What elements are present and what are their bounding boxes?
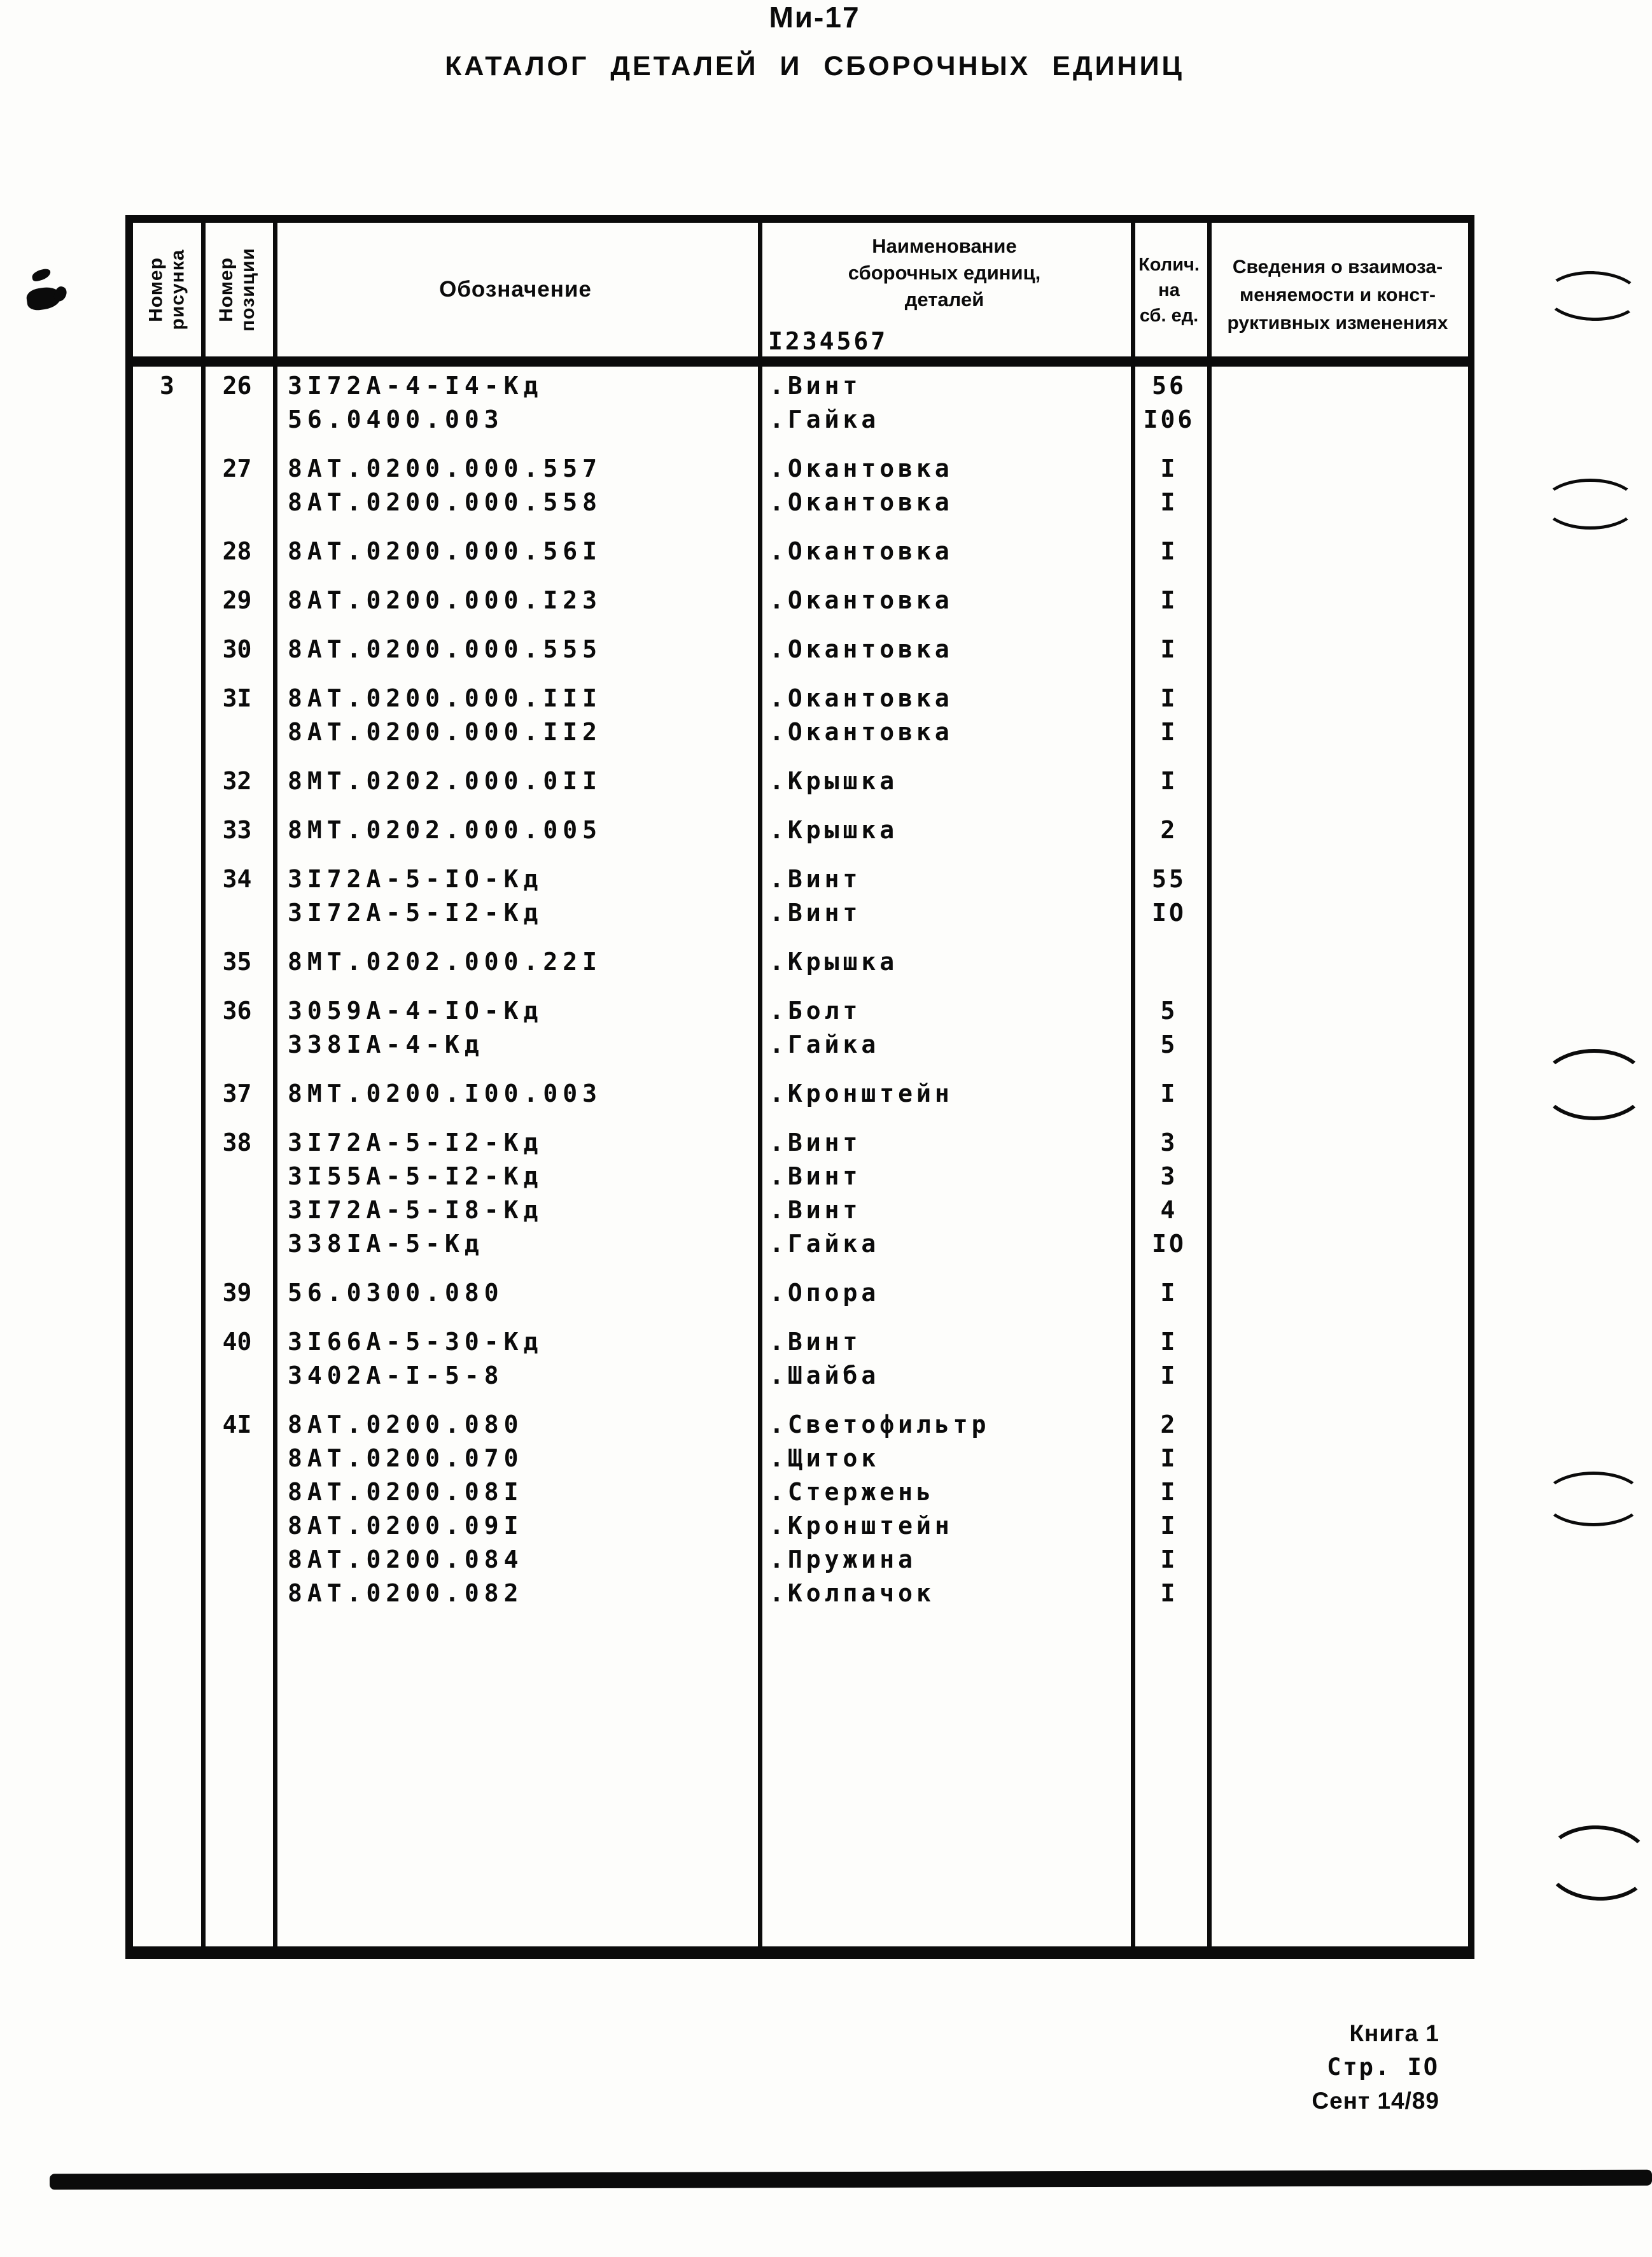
position-group: [133, 862, 1468, 930]
quantity-cell: 3: [1160, 1128, 1178, 1157]
position-number-cell: 40: [222, 1328, 252, 1356]
part-name-cell: .Крышка: [769, 816, 899, 844]
part-name-cell: .Шайба: [769, 1361, 880, 1389]
table-row: [133, 1509, 1468, 1543]
designation-cell: 56.0300.080: [288, 1279, 504, 1307]
table-row: [133, 403, 1468, 437]
designation-cell: 8АТ.0200.000.III: [288, 684, 603, 712]
part-name-cell: .Окантовка: [769, 718, 953, 746]
quantity-cell: 5: [1160, 997, 1178, 1025]
designation-cell: 3I66А-5-30-Кд: [288, 1328, 543, 1356]
designation-cell: 3402А-I-5-8: [288, 1361, 504, 1389]
table-row: [133, 584, 1468, 617]
table-row: [133, 535, 1468, 568]
quantity-cell: IO: [1152, 1230, 1186, 1258]
position-number-cell: 33: [222, 816, 252, 844]
quantity-cell: 3: [1160, 1162, 1178, 1190]
designation-cell: 8АТ.0200.09I: [288, 1512, 524, 1540]
table-row: [133, 1543, 1468, 1577]
quantity-cell: I: [1160, 488, 1178, 516]
position-group: [133, 1077, 1468, 1111]
part-name-cell: .Опора: [769, 1279, 880, 1307]
part-name-cell: .Окантовка: [769, 454, 953, 482]
column-header-designation: [273, 223, 758, 356]
header-line: Колич.: [1138, 255, 1200, 275]
quantity-cell: I: [1160, 1279, 1178, 1307]
table-row: [133, 862, 1468, 896]
designation-cell: 3059А-4-IO-Кд: [288, 997, 543, 1025]
table-row: [133, 1193, 1468, 1227]
name-column-code: I234567: [768, 327, 888, 355]
part-name-cell: .Болт: [769, 997, 862, 1025]
designation-cell: 3I72А-5-IO-Кд: [288, 865, 543, 893]
table-row: [133, 452, 1468, 486]
designation-cell: 338IА-5-Кд: [288, 1230, 484, 1258]
column-header-figure-number: [133, 223, 201, 356]
position-number-cell: 26: [222, 372, 252, 400]
table-row: [133, 369, 1468, 403]
position-number-cell: 34: [222, 865, 252, 893]
position-group: [133, 994, 1468, 1062]
ink-blot-artifact: [53, 285, 69, 303]
part-name-cell: .Пружина: [769, 1545, 917, 1573]
table-row: [133, 1442, 1468, 1475]
part-name-cell: .Винт: [769, 865, 862, 893]
part-name-cell: .Винт: [769, 372, 862, 400]
table-row: [133, 1126, 1468, 1160]
header-line: сб. ед.: [1139, 306, 1199, 326]
header-line: позиции: [237, 248, 258, 332]
designation-cell: 3I72А-5-I2-Кд: [288, 1128, 543, 1157]
position-number-cell: 37: [222, 1079, 252, 1107]
table-row: [133, 1359, 1468, 1393]
table-row: [133, 1160, 1468, 1193]
part-name-cell: .Крышка: [769, 948, 899, 976]
table-row: [133, 1475, 1468, 1509]
quantity-cell: 2: [1160, 816, 1178, 844]
position-group: [133, 1276, 1468, 1310]
designation-cell: 8АТ.0200.080: [288, 1410, 524, 1438]
designation-cell: 338IА-4-Кд: [288, 1030, 484, 1058]
designation-cell: 8МТ.0200.I00.003: [288, 1079, 603, 1107]
table-row: [133, 994, 1468, 1028]
part-name-cell: .Винт: [769, 899, 862, 927]
quantity-cell: 55: [1152, 865, 1186, 893]
part-name-cell: .Винт: [769, 1328, 862, 1356]
quantity-cell: I: [1160, 454, 1178, 482]
binder-ring-artifact: [1544, 269, 1642, 322]
quantity-cell: 2: [1160, 1410, 1178, 1438]
aircraft-model-title: Ми-17: [769, 1, 860, 34]
part-name-cell: .Щиток: [769, 1444, 880, 1472]
part-name-cell: .Кронштейн: [769, 1512, 953, 1540]
quantity-cell: I: [1160, 684, 1178, 712]
position-group: [133, 535, 1468, 568]
part-name-cell: .Окантовка: [769, 586, 953, 614]
quantity-cell: I: [1160, 537, 1178, 565]
designation-cell: 8МТ.0202.000.0II: [288, 767, 603, 795]
part-name-cell: .Стержень: [769, 1478, 935, 1506]
header-line: деталей: [904, 288, 984, 311]
quantity-cell: I: [1160, 1579, 1178, 1607]
quantity-cell: I: [1160, 1079, 1178, 1107]
table-row: [133, 764, 1468, 798]
part-name-cell: .Гайка: [769, 405, 880, 433]
designation-cell: 8АТ.0200.000.557: [288, 454, 603, 482]
book-number: Книга 1: [1349, 2020, 1439, 2046]
designation-cell: 3I72А-5-I8-Кд: [288, 1196, 543, 1224]
quantity-cell: I: [1160, 1328, 1178, 1356]
page-number: Стр. IO: [1327, 2053, 1439, 2081]
table-body: [133, 367, 1468, 1626]
position-group: [133, 452, 1468, 519]
position-number-cell: 32: [222, 767, 252, 795]
quantity-cell: IO: [1152, 899, 1186, 927]
part-name-cell: .Окантовка: [769, 537, 953, 565]
designation-cell: 56.0400.003: [288, 405, 504, 433]
quantity-cell: 56: [1152, 372, 1186, 400]
binder-ring-artifact: [1542, 1823, 1652, 1904]
quantity-cell: 4: [1160, 1196, 1178, 1224]
designation-cell: 8АТ.0200.000.555: [288, 635, 603, 663]
header-line: рисунка: [167, 249, 188, 330]
parts-table: [125, 215, 1474, 1959]
bottom-rule: [50, 2170, 1652, 2190]
ink-blot-artifact: [31, 268, 52, 283]
table-row: [133, 1408, 1468, 1442]
table-row: [133, 1028, 1468, 1062]
designation-cell: 8АТ.0200.000.II2: [288, 718, 603, 746]
table-row: [133, 813, 1468, 847]
header-line: на: [1158, 280, 1180, 300]
catalog-title: КАТАЛОГ ДЕТАЛЕЙ И СБОРОЧНЫХ ЕДИНИЦ: [445, 51, 1184, 81]
header-line: Наименование: [872, 235, 1017, 257]
designation-cell: 8АТ.0200.08I: [288, 1478, 524, 1506]
figure-number-cell: 3: [160, 372, 174, 400]
table-row: [133, 1276, 1468, 1310]
table-row: [133, 1077, 1468, 1111]
column-header-label: [146, 250, 189, 330]
table-row: [133, 682, 1468, 715]
quantity-cell: I06: [1143, 405, 1195, 433]
position-number-cell: 30: [222, 635, 252, 663]
table-row: [133, 633, 1468, 666]
page-title-block: [0, 0, 1629, 82]
revision-date: Сент 14/89: [1312, 2088, 1439, 2114]
part-name-cell: .Окантовка: [769, 684, 953, 712]
quantity-cell: I: [1160, 1444, 1178, 1472]
part-name-cell: .Гайка: [769, 1230, 880, 1258]
position-number-cell: 27: [222, 454, 252, 482]
table-row: [133, 945, 1468, 979]
table-row: [133, 1227, 1468, 1261]
part-name-cell: .Светофильтр: [769, 1410, 990, 1438]
part-name-cell: .Крышка: [769, 767, 899, 795]
designation-cell: 8АТ.0200.000.56I: [288, 537, 603, 565]
binder-ring-artifact: [1540, 1049, 1648, 1120]
position-group: [133, 764, 1468, 798]
column-header-quantity: [1131, 223, 1207, 356]
part-name-cell: .Окантовка: [769, 635, 953, 663]
quantity-cell: I: [1160, 1478, 1178, 1506]
position-number-cell: 28: [222, 537, 252, 565]
designation-cell: 8МТ.0202.000.22I: [288, 948, 603, 976]
position-group: [133, 1325, 1468, 1393]
column-header-notes: [1207, 223, 1468, 356]
designation-cell: 8АТ.0200.084: [288, 1545, 524, 1573]
designation-cell: 3I72А-5-I2-Кд: [288, 899, 543, 927]
part-name-cell: .Колпачок: [769, 1579, 935, 1607]
quantity-cell: I: [1160, 718, 1178, 746]
quantity-cell: I: [1160, 1512, 1178, 1540]
position-group: [133, 945, 1468, 979]
position-group: [133, 813, 1468, 847]
position-group: [133, 584, 1468, 617]
quantity-cell: I: [1160, 586, 1178, 614]
position-group: [133, 1126, 1468, 1261]
position-group: [133, 682, 1468, 749]
page-footer: [1312, 2016, 1439, 2118]
position-number-cell: 4I: [222, 1410, 252, 1438]
quantity-cell: 5: [1160, 1030, 1178, 1058]
quantity-cell: I: [1160, 635, 1178, 663]
position-number-cell: 35: [222, 948, 252, 976]
header-line: Номер: [145, 257, 167, 322]
designation-cell: 8АТ.0200.000.I23: [288, 586, 603, 614]
part-name-cell: .Винт: [769, 1128, 862, 1157]
column-header-position-number: [201, 223, 273, 356]
header-line: Обозначение: [439, 277, 592, 302]
table-row: [133, 715, 1468, 749]
designation-cell: 3I72А-4-I4-Кд: [288, 372, 543, 400]
quantity-cell: I: [1160, 1545, 1178, 1573]
table-row: [133, 1325, 1468, 1359]
quantity-cell: I: [1160, 1361, 1178, 1389]
position-number-cell: 29: [222, 586, 252, 614]
header-line: сборочных единиц,: [848, 262, 1041, 284]
position-group: [133, 633, 1468, 666]
binder-ring-artifact: [1543, 1472, 1644, 1526]
designation-cell: 8АТ.0200.082: [288, 1579, 524, 1607]
part-name-cell: .Гайка: [769, 1030, 880, 1058]
designation-cell: 3I55А-5-I2-Кд: [288, 1162, 543, 1190]
position-number-cell: 36: [222, 997, 252, 1025]
column-header-label: [216, 248, 259, 332]
header-line: руктивных изменениях: [1227, 313, 1448, 334]
designation-cell: 8АТ.0200.070: [288, 1444, 524, 1472]
part-name-cell: .Винт: [769, 1162, 862, 1190]
position-number-cell: 38: [222, 1128, 252, 1157]
table-row: [133, 1577, 1468, 1610]
position-group: [133, 369, 1468, 437]
header-line: Номер: [215, 257, 237, 322]
table-row: [133, 896, 1468, 930]
part-name-cell: .Кронштейн: [769, 1079, 953, 1107]
designation-cell: 8МТ.0202.000.005: [288, 816, 603, 844]
part-name-cell: .Винт: [769, 1196, 862, 1224]
quantity-cell: I: [1160, 767, 1178, 795]
part-name-cell: .Окантовка: [769, 488, 953, 516]
header-divider: [133, 356, 1468, 367]
header-line: Сведения о взаимоза-: [1232, 257, 1443, 278]
table-row: [133, 486, 1468, 519]
header-line: меняемости и конст-: [1240, 285, 1436, 306]
binder-ring-artifact: [1543, 479, 1638, 530]
position-group: [133, 1408, 1468, 1610]
position-number-cell: 39: [222, 1279, 252, 1307]
position-number-cell: 3I: [222, 684, 252, 712]
designation-cell: 8АТ.0200.000.558: [288, 488, 603, 516]
